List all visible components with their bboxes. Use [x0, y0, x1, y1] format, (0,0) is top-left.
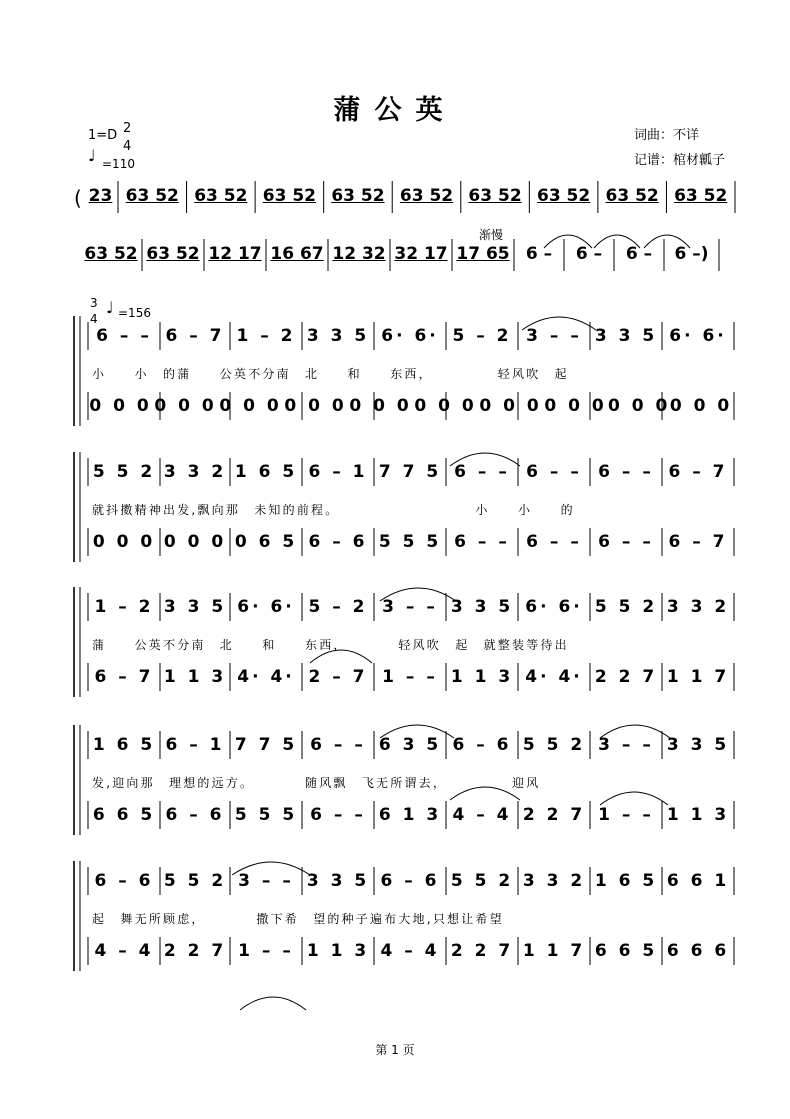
harmony-measure: 5 5 5: [378, 532, 442, 552]
melody-measure: 3 3 5: [306, 326, 370, 346]
melody-measure: 5 5 2: [450, 871, 514, 891]
melody-measure: 3 3 2: [666, 597, 730, 617]
tie-arc: [600, 792, 668, 805]
melody-measure: 5 – 2: [452, 326, 512, 346]
melody-measure: 3 – –: [598, 735, 654, 755]
intro-measure: 63 52: [331, 186, 385, 206]
harmony-measure: 0 0 0: [349, 396, 412, 416]
time-sig-intro-top: 2: [123, 121, 132, 136]
harmony-measure: 0 0 0: [92, 532, 156, 552]
lyrics-line: 起 舞无所顾虑， 撒下希 望的种子遍布大地,只想让希望: [92, 912, 504, 926]
melody-measure: 5 5 2: [92, 462, 156, 482]
melody-measure: 5 5 2: [594, 597, 658, 617]
harmony-measure: 6 – –: [310, 805, 366, 825]
melody-measure: 3 – –: [382, 597, 438, 617]
quarter-note-icon: ♩: [88, 146, 96, 165]
lyrics-line: 发,迎向那 理想的远方。 随风飘 飞无所谓去， 迎风: [92, 776, 541, 790]
harmony-measure: 4 – 4: [94, 941, 154, 961]
intro-measure: 6 –: [525, 244, 553, 264]
melody-measure: 6 – 7: [668, 462, 728, 482]
harmony-measure: 6 – 7: [668, 532, 728, 552]
intro-open-paren: (: [74, 186, 82, 210]
melody-measure: 7 7 5: [234, 735, 298, 755]
intro-measure: 6 –: [575, 244, 603, 264]
melody-measure: 6 – –: [598, 462, 654, 482]
harmony-measure: 6 – –: [526, 532, 582, 552]
harmony-measure: 4· 4·: [237, 667, 295, 687]
harmony-measure: 6 – 6: [165, 805, 225, 825]
key-signature: 1=D: [88, 128, 118, 143]
melody-measure: 1 6 5: [594, 871, 658, 891]
melody-measure: 5 5 2: [163, 871, 227, 891]
melody-measure: 3 – –: [526, 326, 582, 346]
intro-measure: 63 52: [194, 186, 248, 206]
harmony-measure: 0 0 0: [479, 396, 542, 416]
harmony-measure: 2 2 7: [522, 805, 586, 825]
melody-measure: 5 5 2: [522, 735, 586, 755]
harmony-measure: 4 – 4: [380, 941, 440, 961]
page-footer: 第 1 页: [375, 1043, 415, 1057]
harmony-measure: 6 – 7: [94, 667, 154, 687]
harmony-measure: 4 – 4: [452, 805, 512, 825]
tie-arc: [644, 235, 690, 248]
melody-measure: 3 3 2: [163, 462, 227, 482]
melody-measure: 3 3 5: [306, 871, 370, 891]
harmony-measure: 6 6 6: [666, 941, 730, 961]
melody-measure: 6 – 1: [165, 735, 225, 755]
melody-measure: 6 3 5: [378, 735, 442, 755]
harmony-measure: 2 – 7: [308, 667, 368, 687]
melody-measure: 6· 6·: [237, 597, 295, 617]
harmony-measure: 0 0 0: [414, 396, 477, 416]
harmony-measure: 1 1 7: [522, 941, 586, 961]
harmony-measure: 2 2 7: [594, 667, 658, 687]
melody-measure: 6· 6·: [669, 326, 727, 346]
intro-measure: 63 52: [468, 186, 522, 206]
intro-measure: 63 52: [262, 186, 316, 206]
harmony-measure: 2 2 7: [450, 941, 514, 961]
melody-measure: 3 – –: [238, 871, 294, 891]
tie-arc: [544, 235, 592, 248]
intro-measure: 16 67: [270, 244, 324, 264]
harmony-measure: 6 1 3: [378, 805, 442, 825]
harmony-measure: 6 – 6: [308, 532, 368, 552]
intro-measure: 6 –: [625, 244, 653, 264]
lyrics-line: 就抖擞精神出发,飘向那 未知的前程。 小 小 的: [92, 503, 575, 517]
melody-measure: 3 3 5: [666, 735, 730, 755]
melody-measure: 6 – 6: [380, 871, 440, 891]
melody-measure: 6· 6·: [525, 597, 583, 617]
tie-arc: [240, 997, 306, 1010]
harmony-measure: 6 – –: [598, 532, 654, 552]
harmony-measure: 1 1 3: [666, 805, 730, 825]
intro-measure: 12 17: [208, 244, 262, 264]
melody-measure: 6 – –: [454, 462, 510, 482]
harmony-measure: 0 0 0: [669, 396, 733, 416]
harmony-measure: 0 0 0: [284, 396, 347, 416]
song-title: 蒲公英: [333, 95, 457, 126]
harmony-measure: 1 – –: [382, 667, 438, 687]
intro-measure: 63 52: [84, 244, 138, 264]
melody-measure: 6 – 1: [308, 462, 368, 482]
melody-measure: 3 3 2: [522, 871, 586, 891]
melody-measure: 6 – 6: [94, 871, 154, 891]
intro-measure: 6 –): [674, 244, 709, 264]
quarter-note-icon: ♩: [106, 298, 114, 317]
intro-measure: 63 52: [146, 244, 200, 264]
melody-measure: 6 – –: [96, 326, 152, 346]
melody-measure: 3 3 5: [594, 326, 658, 346]
ritardando-label: 渐慢: [479, 228, 504, 242]
intro-measure: 63 52: [125, 186, 179, 206]
melody-measure: 1 – 2: [236, 326, 296, 346]
melody-measure: 6 – –: [526, 462, 582, 482]
harmony-measure: 1 – –: [238, 941, 294, 961]
intro-measure: 63 52: [399, 186, 454, 206]
tie-arc: [594, 235, 640, 248]
harmony-measure: 6 6 5: [594, 941, 658, 961]
intro-measure: 63 52: [674, 186, 728, 206]
harmony-measure: 0 0 0: [608, 396, 671, 416]
melody-measure: 3 3 5: [163, 597, 227, 617]
harmony-measure: 1 1 3: [163, 667, 227, 687]
harmony-measure: 1 1 7: [666, 667, 730, 687]
harmony-measure: 4· 4·: [525, 667, 583, 687]
time-sig-main-top: 3: [90, 296, 98, 310]
melody-measure: 6 – 6: [452, 735, 512, 755]
time-sig-main-bottom: 4: [90, 312, 98, 326]
melody-measure: 1 – 2: [94, 597, 154, 617]
lyrics-line: 小 小 的蒲 公英不分南 北 和 东西， 轻风吹 起: [92, 367, 569, 381]
melody-measure: 6 – 7: [165, 326, 225, 346]
melody-measure: 3 3 5: [450, 597, 514, 617]
harmony-measure: 1 – –: [598, 805, 654, 825]
tempo-main: =156: [118, 306, 151, 320]
harmony-measure: 0 0 0: [544, 396, 607, 416]
harmony-measure: 0 0 0: [163, 532, 227, 552]
intro-measure: 63 52: [605, 186, 659, 206]
melody-measure: 1 6 5: [92, 735, 156, 755]
harmony-measure: 1 1 3: [450, 667, 514, 687]
intro-measure: 63 52: [536, 186, 591, 206]
harmony-measure: 0 0 0: [219, 396, 282, 416]
harmony-measure: 1 1 3: [306, 941, 370, 961]
harmony-measure: 6 – –: [454, 532, 510, 552]
harmony-measure: 0 6 5: [234, 532, 298, 552]
intro-measure: 32 17: [394, 244, 448, 264]
intro-measure: 17 65: [456, 244, 510, 264]
harmony-measure: 0 0 0: [154, 396, 217, 416]
tempo-intro: =110: [102, 157, 135, 171]
melody-measure: 6 6 1: [666, 871, 730, 891]
melody-measure: 6· 6·: [381, 326, 439, 346]
melody-measure: 7 7 5: [378, 462, 442, 482]
lyrics-line: 蒲 公英不分南 北 和 东西， 轻风吹 起 就整装等待出: [92, 638, 569, 652]
time-sig-intro-bottom: 4: [123, 139, 132, 154]
credit-lyrics-music: 词曲：不详: [634, 128, 700, 143]
harmony-measure: 0 0 0: [89, 396, 152, 416]
intro-measure: 23: [88, 186, 113, 206]
harmony-measure: 6 6 5: [92, 805, 156, 825]
harmony-measure: 2 2 7: [163, 941, 227, 961]
credit-notation: 记谱：棺材瓤子: [634, 153, 726, 168]
melody-measure: 5 – 2: [308, 597, 368, 617]
intro-measure: 12 32: [332, 244, 386, 264]
melody-measure: 1 6 5: [234, 462, 298, 482]
melody-measure: 6 – –: [310, 735, 366, 755]
harmony-measure: 5 5 5: [234, 805, 298, 825]
